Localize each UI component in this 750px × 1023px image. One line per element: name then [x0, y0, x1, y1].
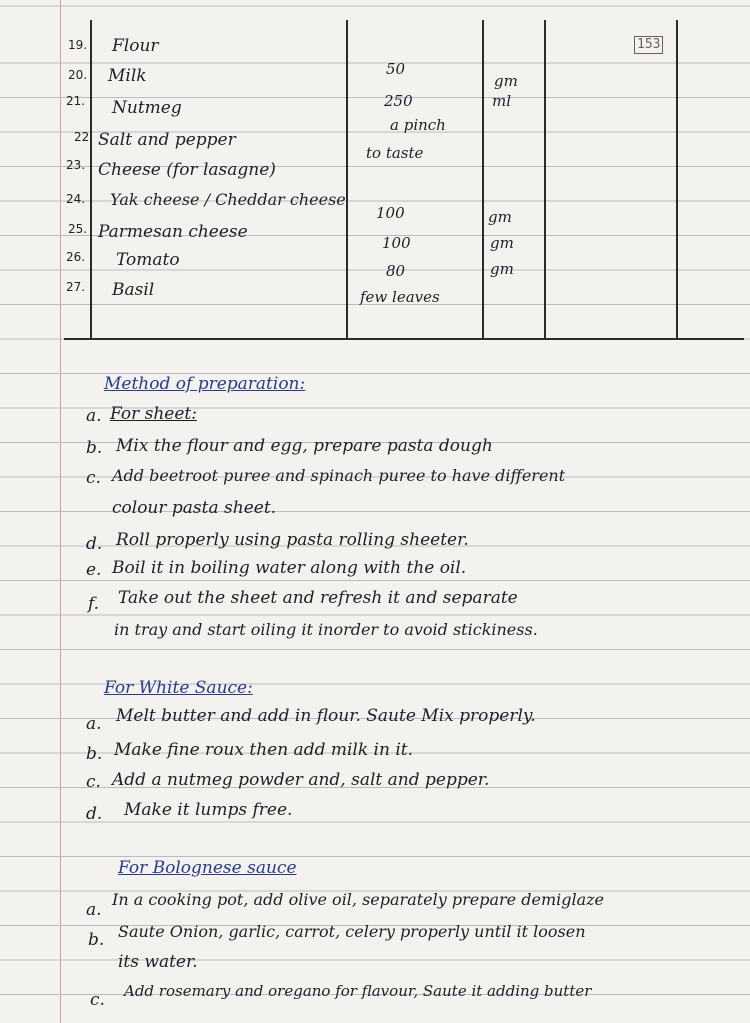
step-label: b.: [88, 930, 105, 950]
ingredient-name: Basil: [112, 280, 155, 300]
table-row-number: 21.: [66, 94, 86, 108]
table-divider: [482, 20, 484, 338]
method-heading: Method of preparation:: [104, 374, 306, 394]
step-text: colour pasta sheet.: [112, 498, 277, 518]
step-text: in tray and start oiling it inorder to avoid stickiness.: [114, 620, 538, 639]
step-text: Add a nutmeg powder and, salt and pepper.: [112, 770, 490, 790]
ingredient-unit: ml: [492, 92, 512, 110]
ingredient-quantity: a pinch: [390, 116, 446, 134]
step-text: Saute Onion, garlic, carrot, celery properly until it loosen: [118, 922, 586, 941]
step-label: d.: [86, 534, 103, 554]
step-label: d.: [86, 804, 103, 824]
step-label: a.: [86, 900, 102, 920]
table-row-number: 24.: [66, 192, 86, 206]
ingredient-quantity: 100: [376, 204, 405, 222]
ingredient-unit: gm: [490, 234, 514, 252]
table-row-number: 26.: [66, 250, 86, 264]
step-text: its water.: [118, 952, 198, 972]
step-label: b.: [86, 744, 103, 764]
ingredient-name: Flour: [112, 36, 159, 56]
table-row-number: 27.: [66, 280, 86, 294]
step-text: Make it lumps free.: [124, 800, 293, 820]
step-text: Melt butter and add in flour. Saute Mix properly.: [116, 706, 536, 726]
white-sauce-heading: For White Sauce:: [104, 678, 253, 698]
table-bottom-border: [64, 338, 744, 340]
step-label: f.: [88, 594, 100, 614]
ingredient-name: Yak cheese / Cheddar cheese: [110, 190, 346, 209]
ingredient-quantity: 50: [386, 60, 406, 78]
step-label: a.: [86, 406, 102, 426]
ingredient-name: Cheese (for lasagne): [98, 160, 276, 180]
ingredient-name: Milk: [108, 66, 147, 86]
ingredient-name: Parmesan cheese: [98, 222, 248, 242]
step-label: a.: [86, 714, 102, 734]
ingredient-unit: gm: [490, 260, 514, 278]
table-row-number: 19.: [68, 38, 88, 52]
ingredient-quantity: to taste: [366, 144, 424, 162]
ingredient-quantity: few leaves: [360, 288, 440, 306]
bolognese-heading: For Bolognese sauce: [118, 858, 297, 878]
step-label: c.: [90, 990, 105, 1010]
table-divider: [676, 20, 678, 338]
table-row-number: 23.: [66, 158, 86, 172]
step-text: Add beetroot puree and spinach puree to have different: [112, 466, 566, 485]
table-divider: [346, 20, 348, 338]
step-label: b.: [86, 438, 103, 458]
step-text: Roll properly using pasta rolling sheeter.: [116, 530, 469, 550]
step-label: c.: [86, 468, 101, 488]
table-divider: [90, 20, 92, 338]
step-text: Mix the flour and egg, prepare pasta dough: [116, 436, 493, 456]
step-label: c.: [86, 772, 101, 792]
step-text: Add rosemary and oregano for flavour, Saute it adding butter: [124, 982, 592, 1000]
table-row-number: 25.: [68, 222, 88, 236]
step-text: In a cooking pot, add olive oil, separately prepare demiglaze: [112, 890, 605, 909]
ingredient-quantity: 250: [384, 92, 413, 110]
ingredient-quantity: 100: [382, 234, 411, 252]
ingredients-table: [64, 20, 744, 338]
ingredient-unit: gm: [488, 208, 512, 226]
step-text: Make fine roux then add milk in it.: [114, 740, 414, 760]
step-text: Boil it in boiling water along with the oil.: [112, 558, 467, 578]
step-label: e.: [86, 560, 102, 580]
ingredient-name: Tomato: [116, 250, 180, 270]
margin-line: [60, 0, 61, 1023]
table-row-number: 22.: [74, 130, 94, 144]
table-divider: [544, 20, 546, 338]
step-text: Take out the sheet and refresh it and separate: [118, 588, 518, 608]
ingredient-name: Nutmeg: [112, 98, 182, 118]
step-text: For sheet:: [110, 404, 197, 424]
ingredient-quantity: 80: [386, 262, 406, 280]
ingredient-unit: gm: [494, 72, 518, 90]
page-number: 153: [634, 36, 663, 54]
ingredient-name: Salt and pepper: [98, 130, 236, 150]
table-row-number: 20.: [68, 68, 88, 82]
